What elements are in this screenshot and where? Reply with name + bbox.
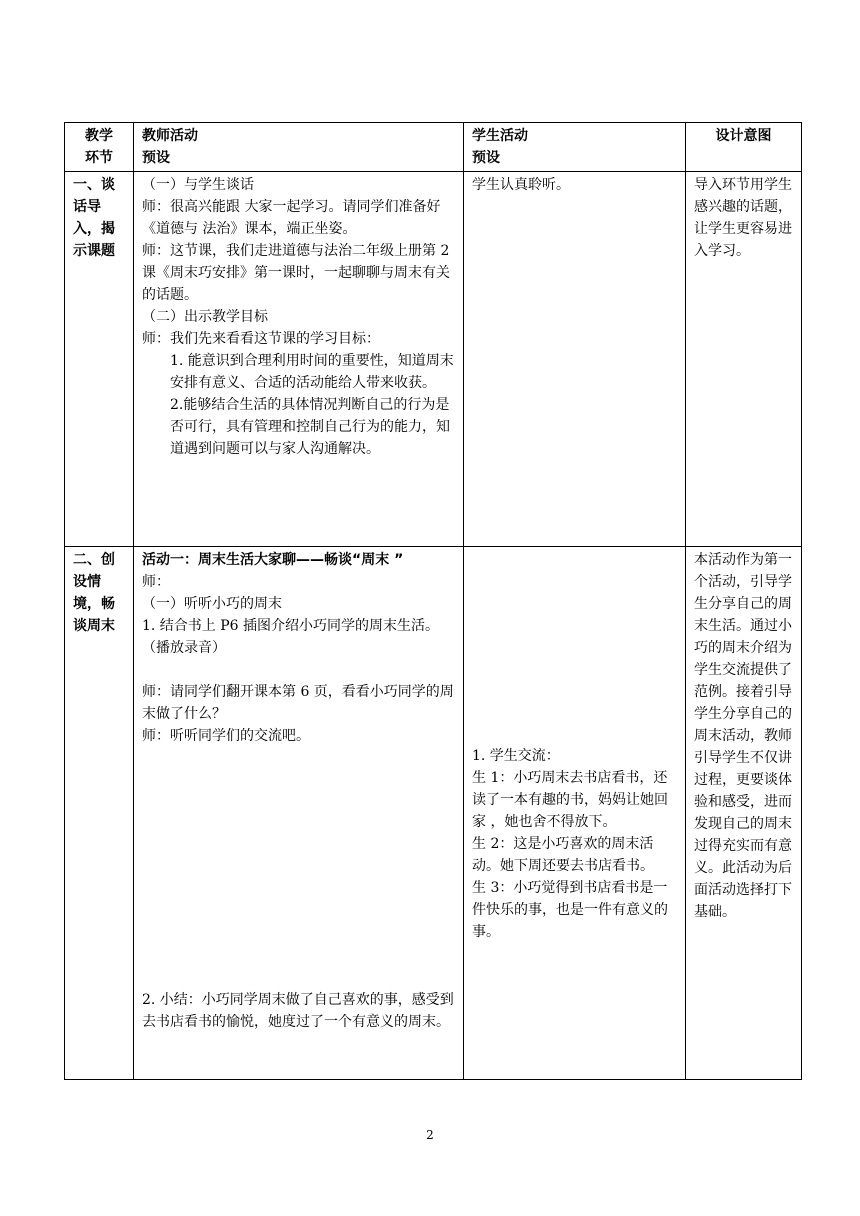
header-teacher-activity [134, 123, 464, 172]
stage-cell: 一、谈话导入，揭示课题 [65, 172, 134, 547]
student-cell [464, 547, 686, 1080]
header-student-label: 学生活动 [472, 128, 528, 144]
teacher-line: 1. 能意识到合理利用时间的重要性，知道周末安排有意义、合适的活动能给人带来收获。 [170, 353, 454, 391]
header-teacher-label: 教师活动 [142, 128, 198, 144]
teacher-line: （二）出示教学目标 [142, 309, 268, 325]
teacher-line: （一）与学生谈话 [142, 177, 254, 193]
lesson-plan-table [64, 122, 802, 1080]
header-student-activity [464, 123, 686, 172]
header-stage: 教学 环节 [65, 123, 134, 172]
teacher-line: 师：请同学们翻开课本第 6 页，看看小巧同学的周末做了什么？ [142, 684, 454, 722]
table-row [65, 547, 802, 1080]
header-teacher-sub: 预设 [142, 150, 170, 166]
teacher-line: 1. 结合书上 P6 插图介绍小巧同学的周末生活。（播放录音） [142, 618, 440, 656]
table-row [65, 172, 802, 547]
teacher-summary: 2. 小结：小巧同学周末做了自己喜欢的事，感受到去书店看书的愉悦，她度过了一个有意义的周末。 [142, 992, 454, 1030]
student-line: 生 2：这是小巧喜欢的周末活动。她下周还要去书店看书。 [472, 836, 654, 874]
intent-text: 导入环节用学生感兴趣的话题，让学生更容易进入学习。 [694, 177, 792, 259]
student-cell [464, 172, 686, 547]
teacher-line: 师：我们先来看看这节课的学习目标： [142, 331, 380, 347]
intent-text: 本活动作为第一个活动，引导学生分享自己的周末生活。通过小巧的周末介绍为学生交流提供了范例。接着引导学生分享自己的周末活动，教师引导学生不仅讲过程，更要谈体验和感受，进而发现自己的周末过得充实而有意义。此活动为后面活动选择打下基础。 [694, 552, 792, 920]
activity-title: 活动一：周末生活大家聊——畅谈“周末 ” [142, 552, 404, 568]
header-design-intent: 设计意图 [686, 123, 802, 172]
student-line: 1. 学生交流： [472, 748, 560, 764]
intent-cell [686, 547, 802, 1080]
student-line: 学生认真聆听。 [472, 177, 570, 193]
teacher-line: 师： [142, 574, 170, 590]
teacher-line: （一）听听小巧的周末 [142, 596, 282, 612]
student-line: 生 1：小巧周末去书店看书，还读了一本有趣的书，妈妈让她回家 ，她也舍不得放下。 [472, 770, 668, 830]
header-student-sub: 预设 [472, 150, 500, 166]
teacher-line: 师：听听同学们的交流吧。 [142, 728, 310, 744]
teacher-line: 师：很高兴能跟 大家一起学习。请同学们准备好《道德与 法治》课本，端正坐姿。 [142, 199, 441, 237]
intent-cell [686, 172, 802, 547]
stage-cell: 二、创设情境，畅谈周末 [65, 547, 134, 1080]
page-number: 2 [426, 1128, 434, 1142]
teacher-cell [134, 547, 464, 1080]
table-header-row [65, 123, 802, 172]
teacher-line: 2.能够结合生活的具体情况判断自己的行为是否可行，具有管理和控制自己行为的能力，知道遇到问题可以与家人沟通解决。 [170, 397, 450, 457]
student-line: 生 3：小巧觉得到书店看书是一件快乐的事，也是一件有意义的事。 [472, 880, 668, 940]
teacher-line: 师：这节课，我们走进道德与法治二年级上册第 2 课《周末巧安排》第一课时，一起聊聊与周末有关的话题。 [142, 243, 450, 303]
teacher-cell [134, 172, 464, 547]
